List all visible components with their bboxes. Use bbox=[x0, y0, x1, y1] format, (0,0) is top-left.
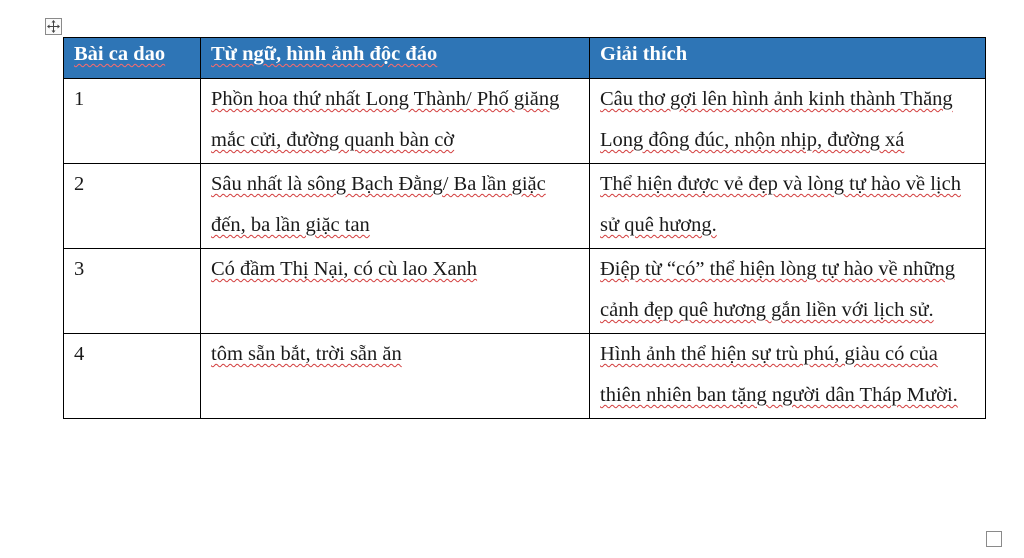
cell-explanation bbox=[590, 79, 986, 164]
table-move-handle-icon[interactable] bbox=[45, 18, 62, 35]
cell-explanation bbox=[590, 249, 986, 334]
explanation-text: Thể hiện được vẻ đẹp và lòng tự hào về lịch sử quê hương. bbox=[600, 173, 961, 236]
ca-dao-table bbox=[63, 37, 986, 419]
cell-explanation bbox=[590, 164, 986, 249]
phrase-text: tôm sẵn bắt, trời sẵn ăn bbox=[211, 343, 402, 365]
explanation-text: Câu thơ gợi lên hình ảnh kinh thành Thăng Long đông đúc, nhộn nhịp, đường xá bbox=[600, 88, 953, 151]
cell-explanation bbox=[590, 334, 986, 419]
header-cell-tu-ngu bbox=[201, 38, 590, 79]
cell-phrase bbox=[201, 79, 590, 164]
explanation-text: Điệp từ “có” thể hiện lòng tự hào về những cảnh đẹp quê hương gắn liền với lịch sử. bbox=[600, 258, 955, 321]
cell-phrase bbox=[201, 164, 590, 249]
phrase-text: Có đầm Thị Nại, có cù lao Xanh bbox=[211, 258, 478, 280]
header-label: Từ ngữ, hình ảnh độc đáo bbox=[211, 43, 438, 65]
row-number: 1 bbox=[74, 88, 85, 110]
table-header-row bbox=[64, 38, 986, 79]
row-number: 3 bbox=[74, 258, 85, 280]
header-cell-giai-thich bbox=[590, 38, 986, 79]
explanation-text: Hình ảnh thể hiện sự trù phú, giàu có của thiên nhiên ban tặng người dân Tháp Mười. bbox=[600, 343, 958, 406]
phrase-text: Phồn hoa thứ nhất Long Thành/ Phố giăng mắc cửi, đường quanh bàn cờ bbox=[211, 88, 560, 151]
table-row bbox=[64, 334, 986, 419]
phrase-text: Sâu nhất là sông Bạch Đằng/ Ba lần giặc đến, ba lần giặc tan bbox=[211, 173, 546, 236]
row-number: 2 bbox=[74, 173, 85, 195]
cell-number bbox=[64, 334, 201, 419]
header-label: Giải thích bbox=[600, 43, 688, 65]
cell-phrase bbox=[201, 249, 590, 334]
row-number: 4 bbox=[74, 343, 85, 365]
table-resize-handle-icon[interactable] bbox=[986, 531, 1002, 547]
header-label: Bài ca dao bbox=[74, 43, 166, 65]
cell-phrase bbox=[201, 334, 590, 419]
cell-number bbox=[64, 164, 201, 249]
cell-number bbox=[64, 79, 201, 164]
table-row bbox=[64, 79, 986, 164]
header-cell-bai-ca-dao bbox=[64, 38, 201, 79]
table-row bbox=[64, 249, 986, 334]
table-row bbox=[64, 164, 986, 249]
cell-number bbox=[64, 249, 201, 334]
